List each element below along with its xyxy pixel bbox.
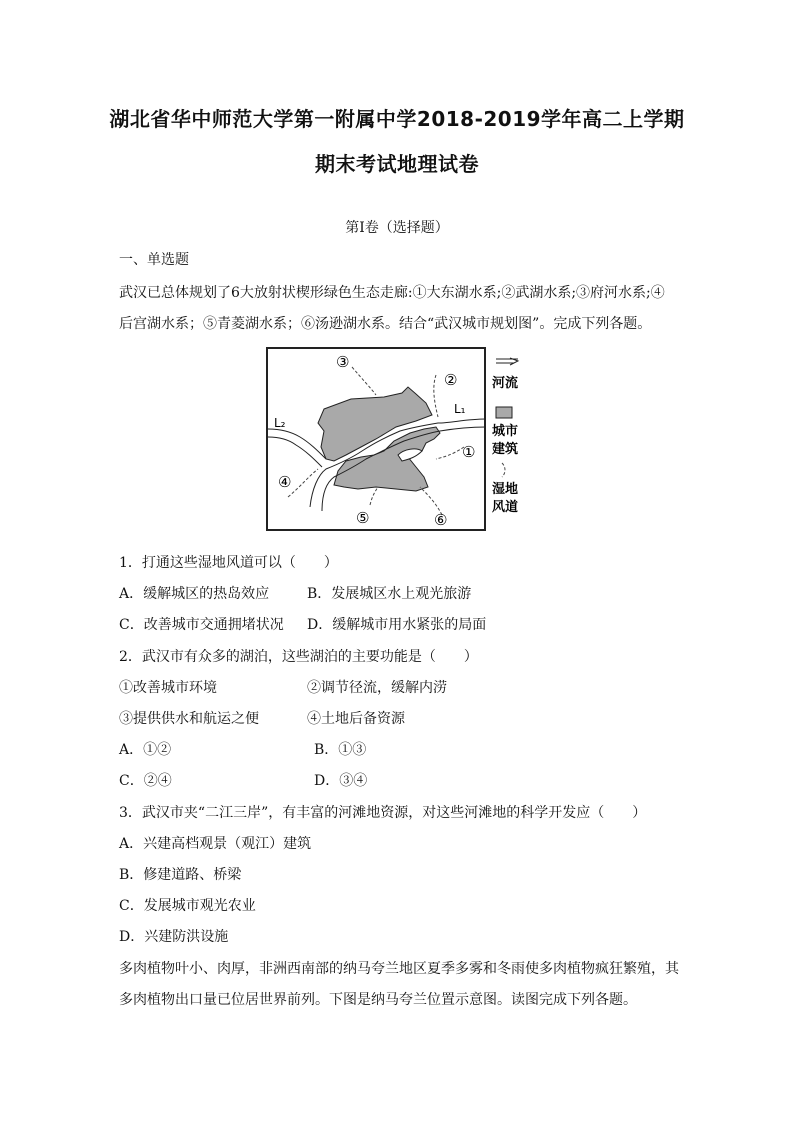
part-heading: 一、单选题 <box>119 252 189 268</box>
q2-option-c: C．②④ <box>119 773 172 789</box>
legend-wetland-line1: 湿地 <box>492 482 519 497</box>
marker-4: ④ <box>278 473 292 491</box>
map-legend <box>491 358 518 515</box>
legend-wetland-line2: 风道 <box>492 500 519 515</box>
q3-option-c: C．发展城市观光农业 <box>119 898 256 914</box>
passage-line-2: 多肉植物出口量已位居世界前列。下图是纳马夸兰位置示意图。读图完成下列各题。 <box>119 992 637 1008</box>
section-heading: 第Ⅰ卷（选择题） <box>345 220 449 236</box>
marker-5: ⑤ <box>356 509 370 527</box>
passage-line-1: 多肉植物叶小、肉厚，非洲西南部的纳马夸兰地区夏季多雾和冬雨使多肉植物疯狂繁殖，其 <box>119 961 679 977</box>
label-l2: L₂ <box>274 416 286 430</box>
legend-city-swatch <box>496 407 512 418</box>
q2-stem: 2．武汉市有众多的湖泊，这些湖泊的主要功能是（ ） <box>119 649 478 665</box>
marker-3: ③ <box>336 353 350 371</box>
q1-option-a: A．缓解城区的热岛效应 <box>119 586 270 602</box>
q1-option-d: D．缓解城市用水紧张的局面 <box>307 617 487 633</box>
marker-1: ① <box>462 443 476 461</box>
q3-option-b: B．修建道路、桥梁 <box>119 867 242 883</box>
intro-line-1: 武汉已总体规划了6大放射状楔形绿色生态走廊:①大东湖水系;②武湖水系;③府河水系;④ <box>119 285 665 301</box>
marker-2: ② <box>444 371 458 389</box>
q1-stem: 1．打通这些湿地风道可以（ ） <box>119 555 338 571</box>
q2-option-d: D．③④ <box>314 773 368 789</box>
legend-city-line1: 城市 <box>492 424 519 439</box>
q2-option-b: B．①③ <box>314 742 367 758</box>
q2-item-2: ②调节径流，缓解内涝 <box>307 680 447 696</box>
legend-city-line2: 建筑 <box>492 442 519 457</box>
q3-option-a: A．兴建高档观景（观江）建筑 <box>119 836 312 852</box>
q3-option-d: D．兴建防洪设施 <box>119 929 229 945</box>
q1-option-c: C．改善城市交通拥堵状况 <box>119 617 284 633</box>
q2-item-3: ③提供供水和航运之便 <box>119 711 259 727</box>
exam-title-line1: 湖北省华中师范大学第一附属中学2018-2019学年高二上学期 <box>109 107 685 131</box>
label-l1: L₁ <box>454 402 466 416</box>
q1-option-b: B．发展城区水上观光旅游 <box>307 586 472 602</box>
marker-6: ⑥ <box>434 511 448 529</box>
legend-river: 河流 <box>492 376 519 391</box>
q2-item-1: ①改善城市环境 <box>119 680 217 696</box>
q2-option-a: A．①② <box>119 742 172 758</box>
q2-item-4: ④土地后备资源 <box>307 711 405 727</box>
wuhan-planning-map <box>266 347 526 533</box>
q3-stem: 3．武汉市夹“二江三岸”，有丰富的河滩地资源，对这些河滩地的科学开发应（ ） <box>119 805 647 821</box>
exam-title-line2: 期末考试地理试卷 <box>315 152 479 176</box>
intro-line-2: 后宫湖水系；⑤青菱湖水系；⑥汤逊湖水系。结合“武汉城市规划图”。完成下列各题。 <box>119 316 652 332</box>
